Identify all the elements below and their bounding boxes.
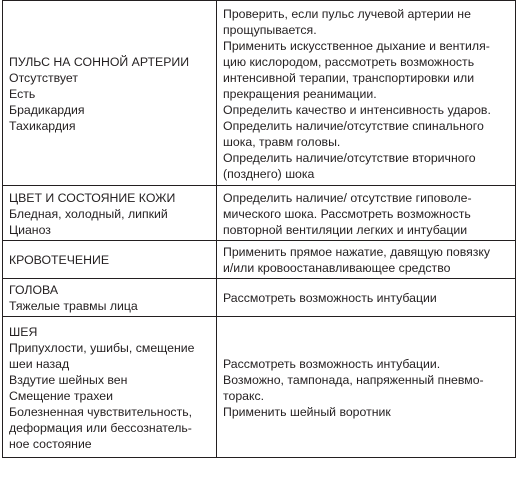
- action-line: Проверить, если пульс лучевой артерии не: [223, 6, 471, 21]
- finding-item: Отсутствует: [9, 70, 78, 85]
- finding-heading: ШЕЯ: [9, 324, 38, 339]
- action-line: Применить шейный воротник: [223, 404, 391, 419]
- finding-item: Цианоз: [9, 222, 51, 237]
- finding-item: Есть: [9, 86, 36, 101]
- action-line: интенсивной терапии, транспортировки или: [223, 70, 475, 85]
- finding-cell: [3, 1, 217, 186]
- finding-cell: [3, 279, 217, 317]
- finding-cell: [3, 317, 217, 458]
- table-row: [3, 1, 516, 186]
- action-line: Определить наличие/отсутствие вторичного: [223, 150, 476, 165]
- table-row: [3, 279, 516, 317]
- table-row: [3, 186, 516, 241]
- action-line: Рассмотреть возможность интубации: [223, 291, 437, 305]
- action-line: мического шока. Рассмотреть возможность: [223, 206, 471, 221]
- action-line: Рассмотреть возможность интубации.: [223, 356, 441, 371]
- finding-item: деформация или бессознатель-: [9, 420, 192, 435]
- finding-item: ное состояние: [9, 436, 92, 451]
- action-line: Определить качество и интенсивность ударов.: [223, 102, 491, 117]
- table-row: [3, 241, 516, 279]
- action-line: Определить наличие/отсутствие спинального: [223, 118, 484, 133]
- action-line: и/или кровоостанавливающее средство: [223, 261, 451, 275]
- action-line: шока, травм головы.: [223, 134, 341, 149]
- action-line: Возможно, тампонада, напряженный пневмо-: [223, 372, 484, 387]
- action-line: прощупывается.: [223, 22, 317, 37]
- finding-cell: [3, 241, 217, 279]
- action-cell: [217, 317, 516, 458]
- finding-item: Тяжелые травмы лица: [9, 299, 138, 313]
- action-line: торакс.: [223, 388, 265, 403]
- finding-item: шеи назад: [9, 356, 70, 371]
- finding-item: Брадикардия: [9, 102, 85, 117]
- action-line: (позднего) шока: [223, 166, 315, 181]
- action-line: цию кислородом, рассмотреть возможность: [223, 54, 475, 69]
- finding-heading: ПУЛЬС НА СОННОЙ АРТЕРИИ: [9, 54, 190, 69]
- finding-heading: ЦВЕТ И СОСТОЯНИЕ КОЖИ: [9, 190, 176, 205]
- action-line: Применить искусственное дыхание и вентиля-: [223, 38, 490, 53]
- action-cell: [217, 279, 516, 317]
- finding-item: Тахикардия: [9, 118, 76, 133]
- action-line: прекращения реанимации.: [223, 86, 377, 101]
- finding-item: Бледная, холодный, липкий: [9, 206, 168, 221]
- action-line: Применить прямое нажатие, давящую повязку: [223, 245, 491, 259]
- finding-heading: КРОВОТЕЧЕНИЕ: [9, 253, 110, 267]
- table-row: [3, 317, 516, 458]
- finding-cell: [3, 186, 217, 241]
- action-line: повторной вентиляции легких и интубации: [223, 222, 468, 237]
- finding-item: Болезненная чувствительность,: [9, 404, 193, 419]
- finding-heading: ГОЛОВА: [9, 283, 59, 297]
- action-cell: [217, 1, 516, 186]
- trauma-assessment-table: [2, 0, 516, 458]
- finding-item: Вздутие шейных вен: [9, 372, 128, 387]
- finding-item: Припухлости, ушибы, смещение: [9, 340, 195, 355]
- action-cell: [217, 186, 516, 241]
- action-cell: [217, 241, 516, 279]
- finding-item: Смещение трахеи: [9, 388, 113, 403]
- action-line: Определить наличие/ отсутствие гиповоле-: [223, 190, 472, 205]
